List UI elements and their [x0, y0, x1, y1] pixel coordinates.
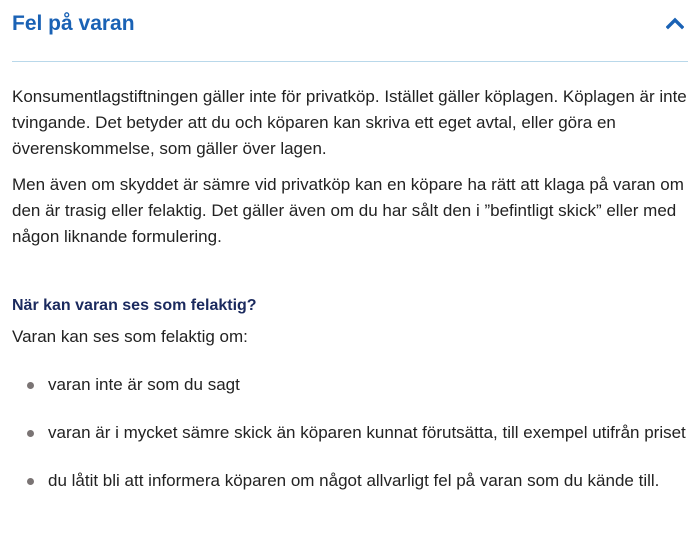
- accordion-title[interactable]: Fel på varan: [12, 12, 135, 35]
- list-item: [12, 468, 688, 494]
- accordion-header[interactable]: [12, 0, 688, 62]
- list-item-text: du låtit bli att informera köparen om något allvarligt fel på varan som du kände till.: [48, 471, 660, 490]
- list-item: [12, 420, 688, 446]
- bullet-icon: [27, 478, 34, 485]
- subheading: När kan varan ses som felaktig?: [12, 297, 257, 314]
- list-item: [12, 372, 688, 398]
- list-intro: Varan kan ses som felaktig om:: [12, 327, 248, 346]
- paragraph: Men även om skyddet är sämre vid privatköp kan en köpare ha rätt att klaga på varan om den är trasig eller felaktig. Det gäller även om du har sålt den i ”befintligt skick” eller med någon liknande formulering.: [12, 175, 684, 246]
- bullet-icon: [27, 382, 34, 389]
- list-item-text: varan är i mycket sämre skick än köparen kunnat förutsätta, till exempel utifrån priset: [48, 423, 686, 442]
- list-item-text: varan inte är som du sagt: [48, 375, 240, 394]
- bullet-list: [12, 372, 688, 494]
- bullet-icon: [27, 430, 34, 437]
- paragraph: Konsumentlagstiftningen gäller inte för privatköp. Istället gäller köplagen. Köplagen är inte tvingande. Det betyder att du och köparen kan skriva ett eget avtal, eller göra en överenskommelse, som gäller över lagen.: [12, 87, 687, 158]
- accordion-content: [12, 84, 688, 516]
- chevron-up-icon[interactable]: [666, 16, 684, 30]
